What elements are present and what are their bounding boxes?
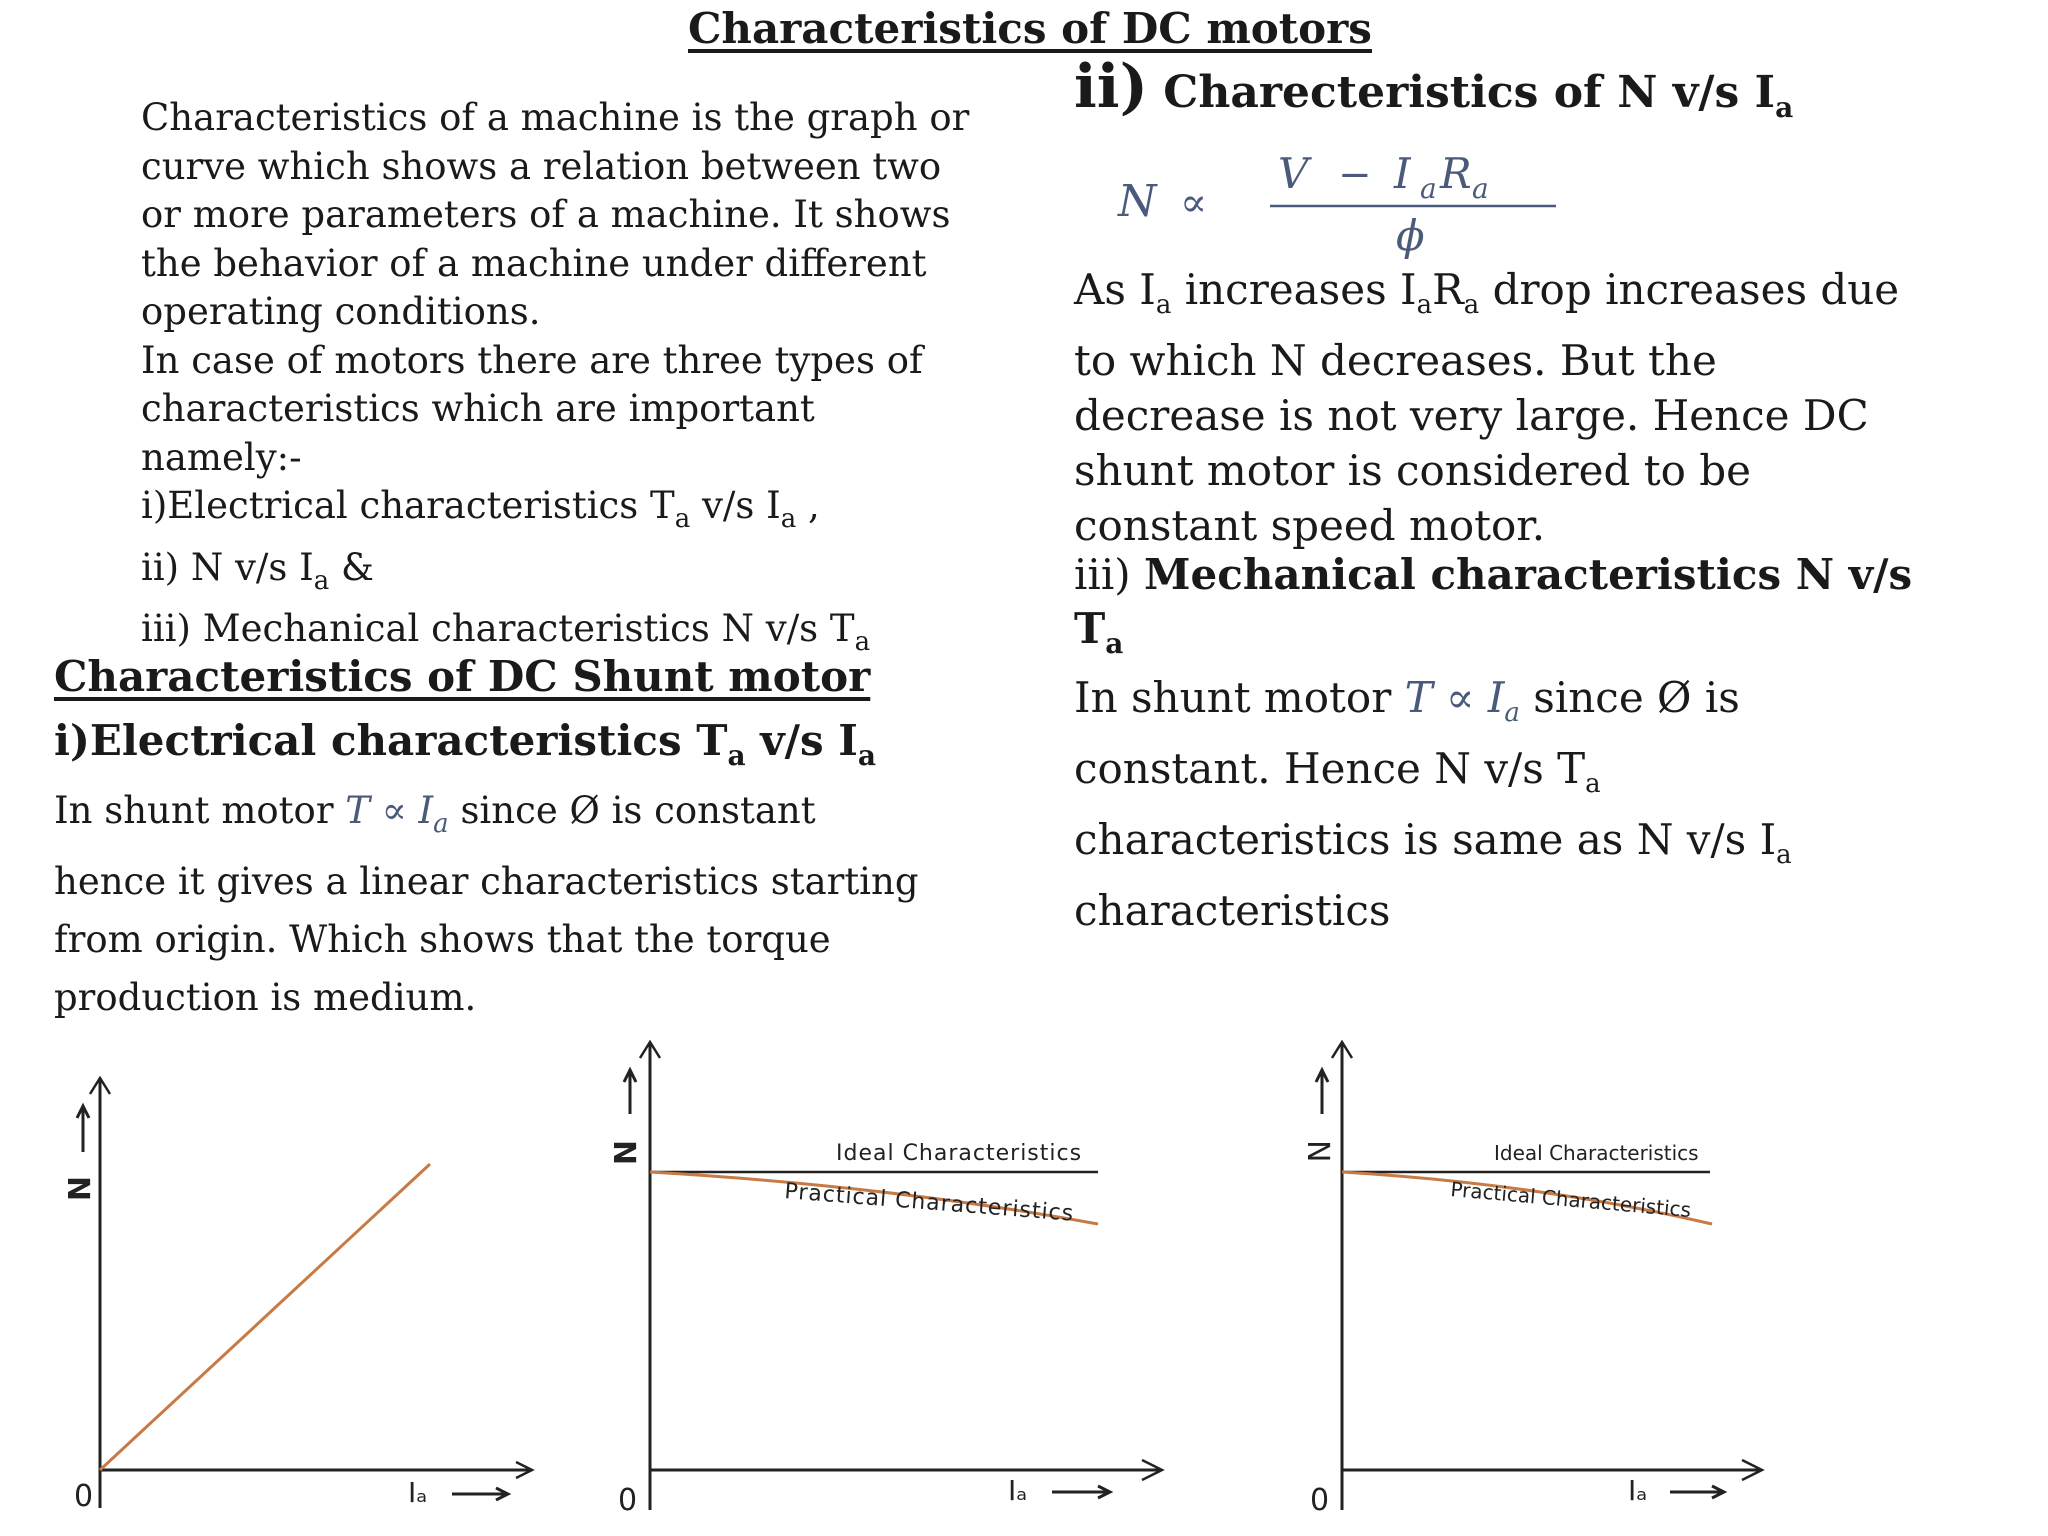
y-axis-label: N — [60, 1176, 95, 1202]
section-heading-electrical: i)Electrical characteristics $T_a$ v/s $I_a$ — [54, 716, 877, 772]
electrical-paragraph — [54, 782, 1014, 1027]
paragraph-line: In shunt motor $T \propto I_a$ since Ø is constant — [54, 789, 816, 839]
x-axis-label: Iₐ — [1628, 1474, 1648, 1507]
paragraph-line: from origin. Which shows that the torque — [54, 918, 831, 961]
paragraph-line: constant speed motor. — [1074, 501, 1546, 550]
mechanical-paragraph — [1074, 670, 2024, 939]
paragraph-line: constant. Hence N v/s $T_a$ — [1074, 744, 1601, 799]
intro-line: or more parameters of a machine. It shows — [141, 193, 951, 236]
speed-current-paragraph — [1074, 262, 2014, 553]
x-axis-label: Iₐ — [408, 1476, 428, 1509]
y-axis-label: N — [1300, 1140, 1335, 1163]
intro-line: characteristics which are important — [141, 387, 815, 430]
section-heading-mechanical: iii) Mechanical characteristics N v/s $T_a$ — [1074, 550, 1913, 660]
paragraph-line: production is medium. — [54, 976, 477, 1019]
intro-line: the behavior of a machine under different — [141, 241, 927, 285]
ideal-label: Ideal Characteristics — [836, 1141, 1083, 1166]
speed-formula — [1110, 146, 1570, 266]
formula-r: R — [1440, 149, 1472, 198]
torque-proportional-formula: $T \propto I_a$ — [1404, 673, 1520, 728]
practical-label: Practical Characteristics — [1449, 1177, 1693, 1223]
intro-line: Characteristics of a machine is the graph or — [141, 96, 970, 139]
paragraph-line: characteristics — [1074, 886, 1391, 935]
page-title: Characteristics of DC motors — [688, 4, 1372, 53]
paragraph-line: hence it gives a linear characteristics starting — [54, 860, 919, 903]
origin-label: 0 — [618, 1483, 638, 1518]
formula-prop: ∝ — [1180, 180, 1208, 226]
torque-proportional-formula: $T \propto I_a$ — [345, 789, 449, 839]
linear-curve — [100, 1164, 430, 1470]
paragraph-line: decrease is not very large. Hence DC — [1074, 391, 1869, 440]
formula-sub-a2: a — [1472, 172, 1489, 205]
formula-minus: − — [1338, 152, 1372, 198]
graph-linear — [50, 1068, 550, 1528]
section-heading-speed-current: ii) Charecteristics of N v/s $I_a$ — [1074, 52, 1794, 124]
intro-line: namely:- — [141, 435, 302, 479]
intro-line: curve which shows a relation between two — [141, 144, 942, 188]
formula-n: N — [1118, 176, 1157, 227]
list-item: iii) Mechanical characteristics N v/s $T_a$ — [141, 607, 871, 657]
list-item: i)Electrical characteristics $T_a$ v/s $I_a$ , — [141, 484, 820, 534]
origin-label: 0 — [74, 1479, 94, 1514]
intro-line: operating conditions. — [141, 290, 541, 333]
practical-label: Practical Characteristics — [783, 1179, 1076, 1227]
list-item: ii) N v/s $I_a$ & — [141, 545, 374, 596]
formula-i: I — [1394, 149, 1411, 198]
paragraph-line: As $I_a$ increases $I_aR_a$ drop increases due — [1074, 265, 1900, 320]
formula-sub-a1: a — [1420, 172, 1437, 205]
ideal-label: Ideal Characteristics — [1494, 1141, 1699, 1165]
formula-phi: ϕ — [1396, 211, 1425, 260]
paragraph-line: In shunt motor $T \propto I_a$ since Ø is — [1074, 673, 1740, 728]
graph-speed-current — [590, 1028, 1190, 1528]
origin-label: 0 — [1310, 1483, 1330, 1518]
paragraph-line: shunt motor is considered to be — [1074, 446, 1751, 495]
section-heading-shunt: Characteristics of DC Shunt motor — [54, 652, 871, 701]
paragraph-line: to which N decreases. But the — [1074, 336, 1717, 385]
intro-line: In case of motors there are three types of — [141, 338, 923, 382]
graph-speed-torque — [1290, 1028, 1790, 1528]
intro-paragraph — [141, 94, 1041, 667]
x-axis-label: Iₐ — [1008, 1474, 1028, 1507]
y-axis-label: N — [606, 1140, 641, 1166]
formula-v: V — [1278, 149, 1309, 198]
paragraph-line: characteristics is same as N v/s $I_a$ — [1074, 815, 1792, 870]
